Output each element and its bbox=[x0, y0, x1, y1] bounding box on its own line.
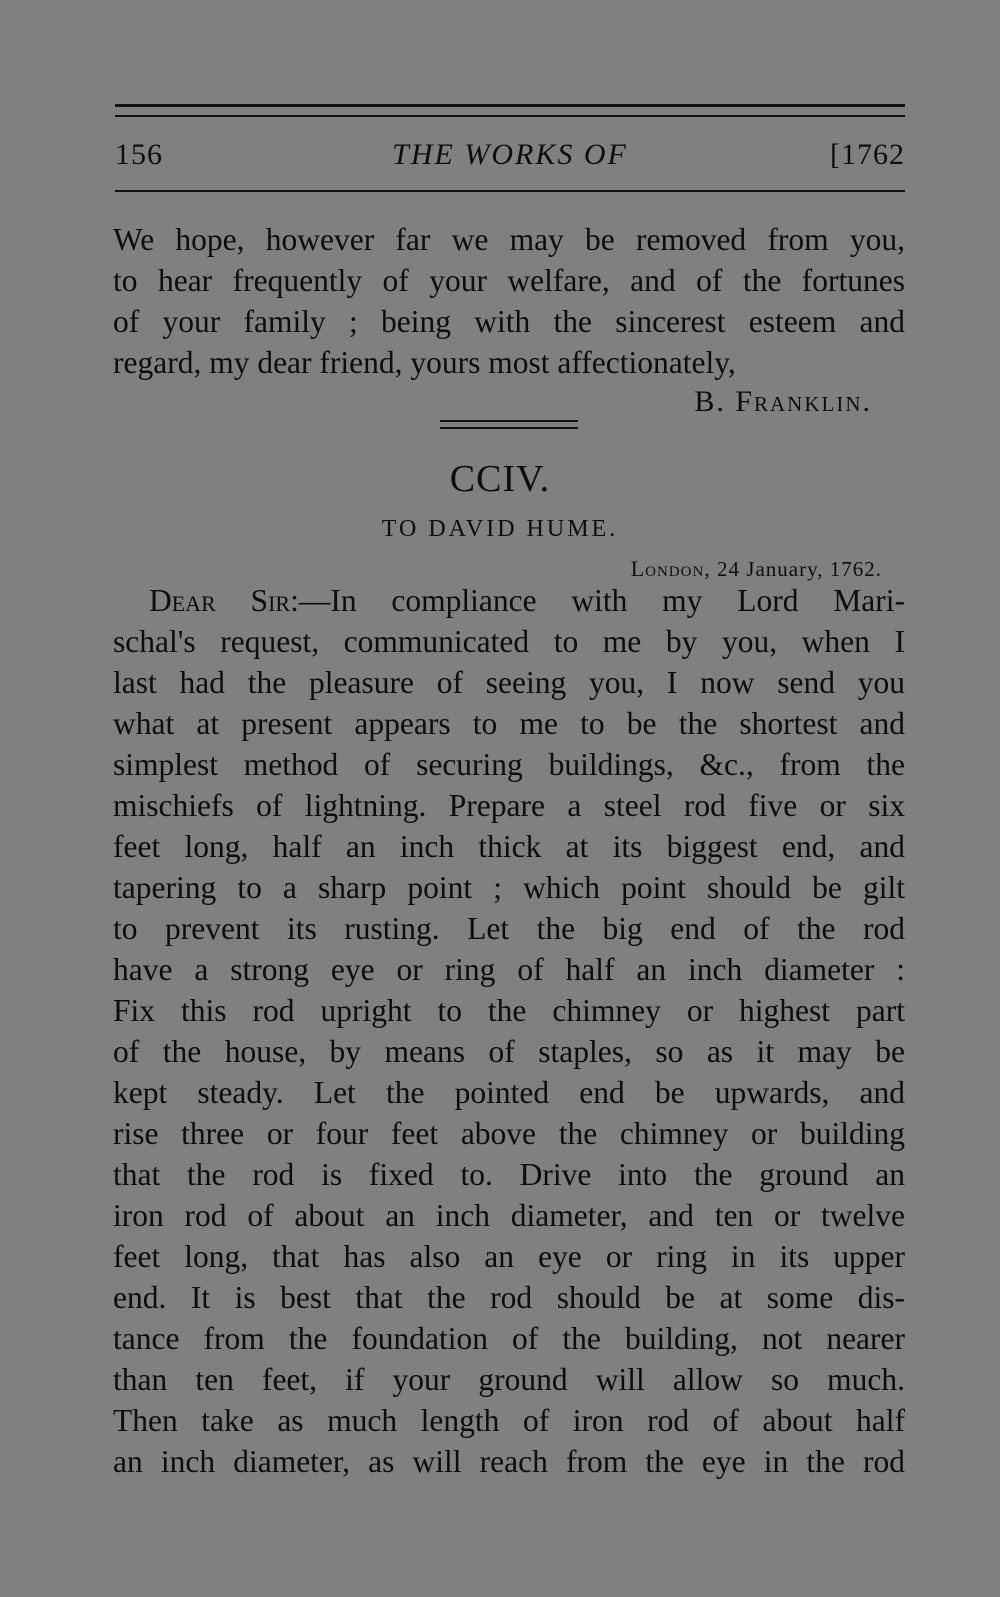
text-line: simplest method of securing buildings, &c., from the bbox=[113, 747, 905, 782]
text-line: what at present appears to me to be the shortest and bbox=[113, 706, 905, 741]
text-line: Then take as much length of iron rod of about half bbox=[113, 1403, 905, 1438]
text-line: of your family ; being with the sincerest esteem and bbox=[113, 304, 905, 339]
letter-separator-upper bbox=[440, 420, 578, 422]
text-line: tapering to a sharp point ; which point should be gilt bbox=[113, 870, 905, 905]
text-line: an inch diameter, as will reach from the eye in the rod bbox=[113, 1444, 905, 1479]
text-line: We hope, however far we may be removed from you, bbox=[113, 222, 905, 257]
text-line: rise three or four feet above the chimney or building bbox=[113, 1116, 905, 1151]
previous-letter-closing bbox=[113, 219, 905, 383]
text-line: kept steady. Let the pointed end be upwards, and bbox=[113, 1075, 905, 1110]
dateline-place: London, bbox=[630, 556, 711, 581]
text-line: iron rod of about an inch diameter, and ten or twelve bbox=[113, 1198, 905, 1233]
text-line: to hear frequently of your welfare, and of the fortunes bbox=[113, 263, 905, 298]
letter-addressee: TO DAVID HUME. bbox=[381, 516, 619, 542]
first-line bbox=[113, 580, 905, 621]
text-line: tance from the foundation of the building, not nearer bbox=[113, 1321, 905, 1356]
text-line: mischiefs of lightning. Prepare a steel rod five or six bbox=[113, 788, 905, 823]
text-line: end. It is best that the rod should be at some dis- bbox=[113, 1280, 905, 1315]
text-line: that the rod is fixed to. Drive into the ground an bbox=[113, 1157, 905, 1192]
text-line: last had the pleasure of seeing you, I now send you bbox=[113, 665, 905, 700]
text-line: of the house, by means of staples, so as it may be bbox=[113, 1034, 905, 1069]
text-line: regard, my dear friend, yours most affectionately, bbox=[113, 345, 736, 380]
letter-number: CCIV. bbox=[449, 458, 551, 500]
text-line: Fix this rod upright to the chimney or highest part bbox=[113, 993, 905, 1028]
letter-separator-lower bbox=[440, 427, 578, 429]
running-title: THE WORKS OF bbox=[392, 138, 628, 171]
text-line: feet long, half an inch thick at its biggest end, and bbox=[113, 829, 905, 864]
letter-body bbox=[113, 580, 905, 1482]
header-year: [1762 bbox=[830, 138, 905, 171]
header-rule bbox=[115, 190, 905, 192]
first-line-text: :—In compliance with my Lord Mari- bbox=[290, 583, 905, 618]
text-line: than ten feet, if your ground will allow so much. bbox=[113, 1362, 905, 1397]
top-double-rule-lower bbox=[115, 115, 905, 117]
text-line: have a strong eye or ring of half an inch diameter : bbox=[113, 952, 905, 987]
top-double-rule-upper bbox=[115, 104, 905, 107]
text-line: schal's request, communicated to me by you, when I bbox=[113, 624, 905, 659]
text-line: feet long, that has also an eye or ring in its upper bbox=[113, 1239, 905, 1274]
dateline-date: 24 January, 1762. bbox=[717, 557, 882, 581]
running-header bbox=[115, 138, 905, 178]
signature: B. Franklin. bbox=[694, 385, 872, 418]
text-line: to prevent its rusting. Let the big end of the rod bbox=[113, 911, 905, 946]
page-number: 156 bbox=[115, 138, 163, 171]
dateline bbox=[631, 556, 882, 582]
salutation: Dear Sir bbox=[149, 583, 291, 618]
